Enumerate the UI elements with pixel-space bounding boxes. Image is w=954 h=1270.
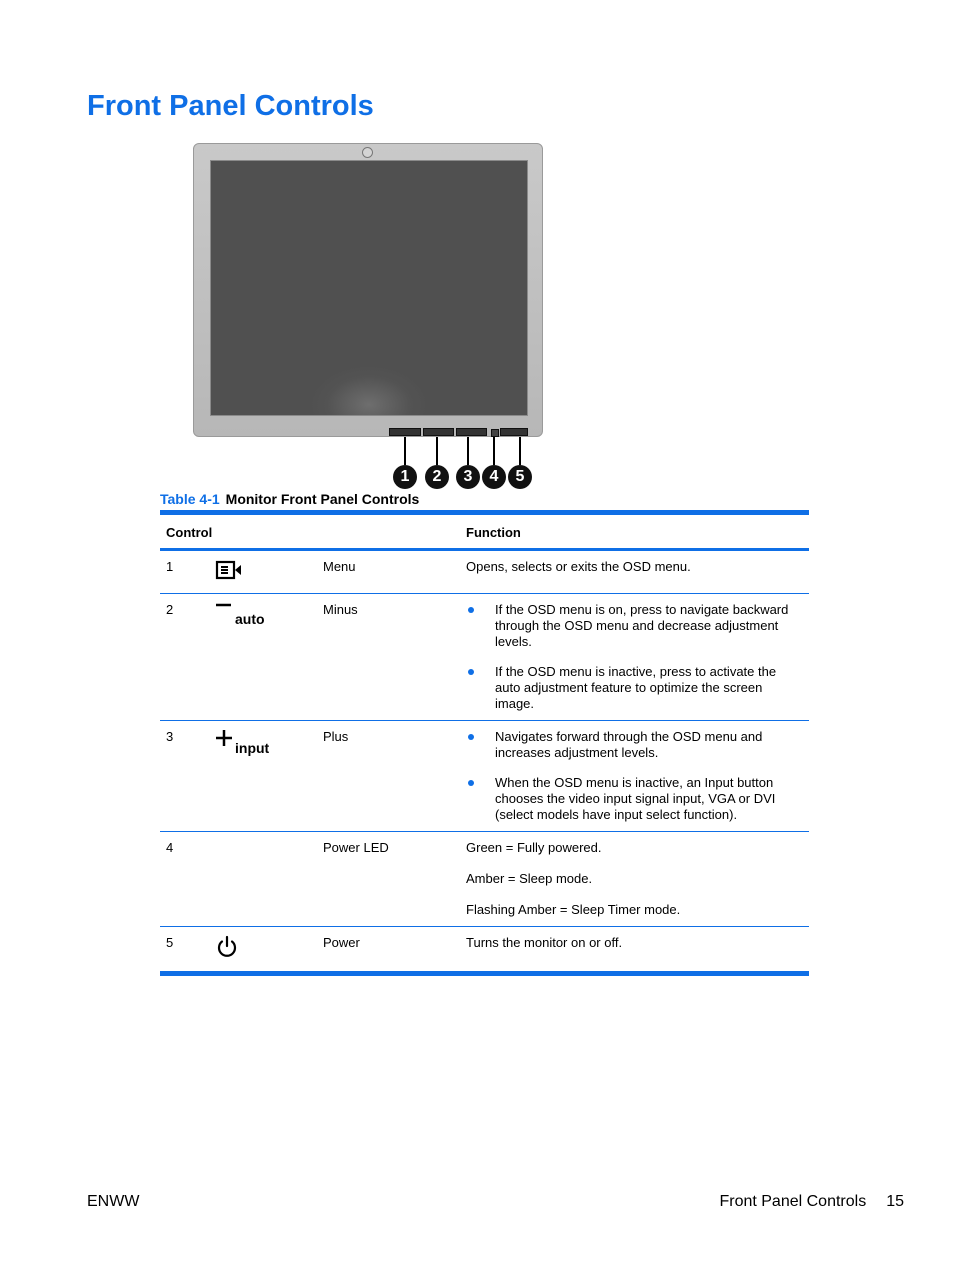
table-row xyxy=(160,721,809,832)
footer-right xyxy=(719,1193,904,1211)
row-number: 1 xyxy=(166,559,174,574)
control-name: Power LED xyxy=(323,840,389,855)
list-item: Navigates forward through the OSD menu and increases adjustment levels. xyxy=(466,729,803,761)
table-caption-title: Monitor Front Panel Controls xyxy=(225,491,420,507)
header-control: Control xyxy=(166,525,213,540)
icon-label-auto: auto xyxy=(235,611,265,627)
table-row xyxy=(160,550,809,594)
table-header-row xyxy=(160,513,809,550)
row-number: 5 xyxy=(166,935,174,950)
page-number: 15 xyxy=(886,1193,904,1210)
control-name: Plus xyxy=(323,729,349,744)
control-name: Menu xyxy=(323,559,356,574)
callout-line xyxy=(436,437,438,465)
function-text: Opens, selects or exits the OSD menu. xyxy=(466,559,691,574)
row-number: 2 xyxy=(166,602,174,617)
monitor-screen xyxy=(210,160,528,416)
front-button-minus xyxy=(423,428,454,436)
callout-4: 4 xyxy=(482,465,506,489)
table-row xyxy=(160,832,809,927)
function-text: Amber = Sleep mode. xyxy=(466,871,593,886)
front-button-plus xyxy=(456,428,487,436)
list-item: If the OSD menu is on, press to navigate backward through the OSD menu and decrease adjustment levels. xyxy=(466,602,803,650)
callout-1: 1 xyxy=(393,465,417,489)
page-title: Front Panel Controls xyxy=(87,90,374,122)
function-text: Flashing Amber = Sleep Timer mode. xyxy=(466,902,681,917)
function-text: Turns the monitor on or off. xyxy=(466,935,623,950)
controls-table xyxy=(160,510,809,976)
function-list xyxy=(466,602,803,712)
row-number: 4 xyxy=(166,840,174,855)
control-name: Power xyxy=(323,935,360,950)
callout-line xyxy=(467,437,469,465)
table-row xyxy=(160,927,809,974)
control-name: Minus xyxy=(323,602,358,617)
monitor-illustration xyxy=(193,143,543,437)
function-text: Green = Fully powered. xyxy=(466,840,602,855)
header-function: Function xyxy=(466,525,521,540)
hp-logo-icon xyxy=(362,147,373,158)
power-icon xyxy=(215,935,239,959)
table-caption xyxy=(160,491,419,507)
table-row xyxy=(160,594,809,721)
table-number: Table 4-1 xyxy=(160,491,220,507)
callout-line xyxy=(519,437,521,465)
front-button-power xyxy=(500,428,528,436)
icon-label-input: input xyxy=(235,740,270,756)
list-item: When the OSD menu is inactive, an Input button chooses the video input signal input, VGA or DVI (select models have input select function). xyxy=(466,775,803,823)
callout-2: 2 xyxy=(425,465,449,489)
callout-line xyxy=(493,437,495,465)
callout-line xyxy=(404,437,406,465)
callout-3: 3 xyxy=(456,465,480,489)
callout-5: 5 xyxy=(508,465,532,489)
row-number: 3 xyxy=(166,729,174,744)
function-list xyxy=(466,729,803,823)
front-button-menu xyxy=(389,428,421,436)
plus-input-icon xyxy=(215,729,273,761)
footer-section: Front Panel Controls xyxy=(719,1193,867,1210)
minus-auto-icon xyxy=(215,602,269,632)
list-item: If the OSD menu is inactive, press to activate the auto adjustment feature to optimize the screen image. xyxy=(466,664,803,712)
footer-left: ENWW xyxy=(87,1193,140,1210)
front-power-led xyxy=(491,429,499,437)
menu-icon xyxy=(215,559,243,581)
